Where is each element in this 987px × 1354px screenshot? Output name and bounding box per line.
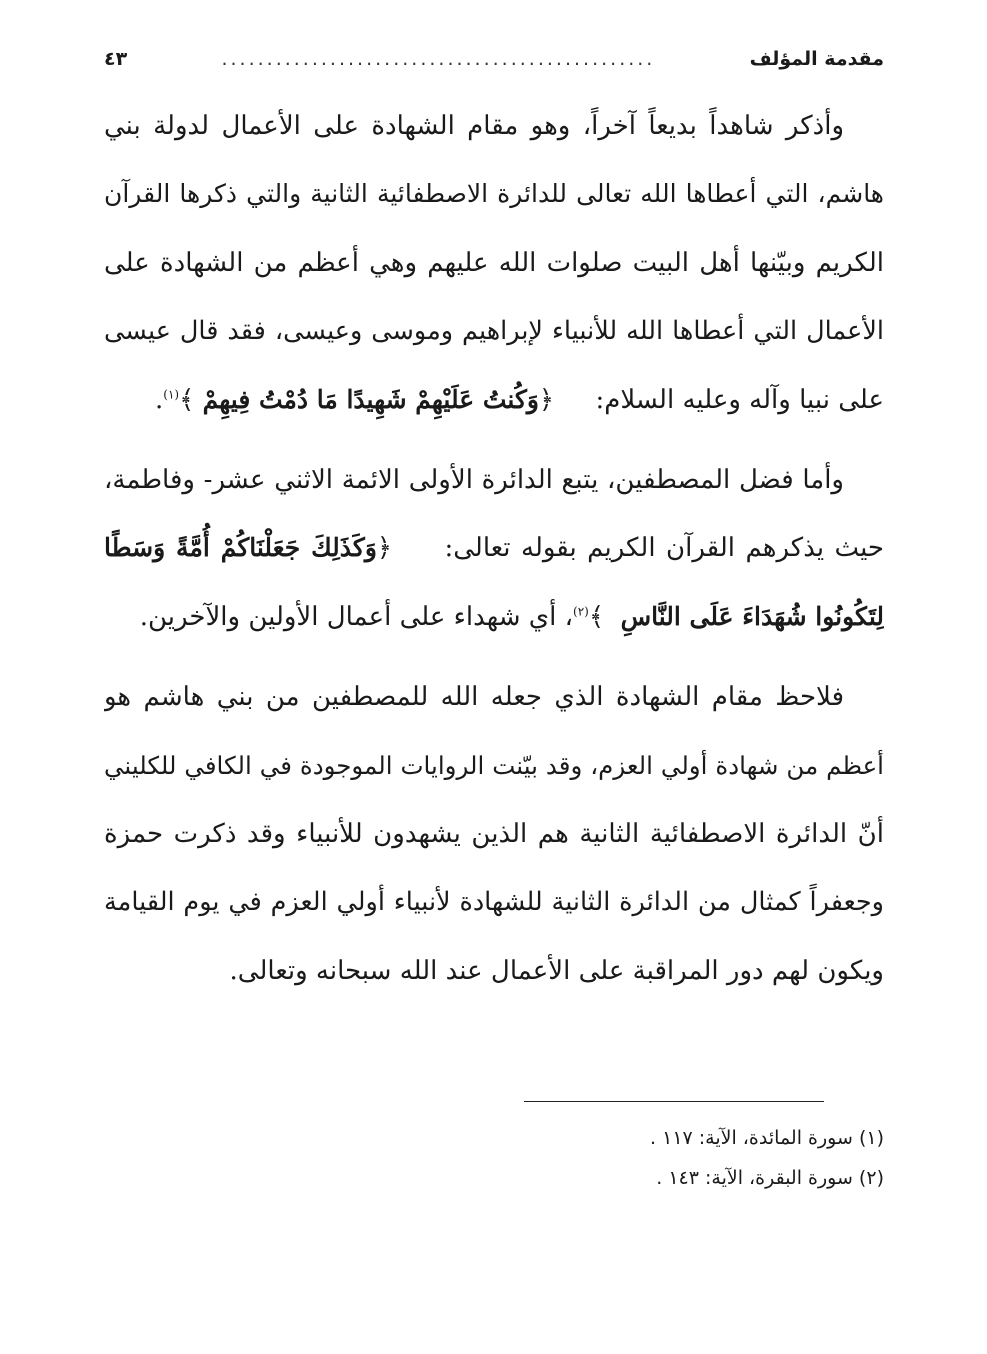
text-line: الكريم وبيّنها أهل البيت صلوات الله عليهم وهي أعظم من الشهادة على xyxy=(104,247,884,278)
quran-citation-line xyxy=(104,583,884,651)
text-run: حيث يذكرهم القرآن الكريم بقوله تعالى: xyxy=(444,533,884,564)
footnote-marker[interactable]: (١) xyxy=(163,386,180,401)
quran-verse: وَكَذَلِكَ جَعَلْنَاكُمْ أُمَّةً وَسَطًا xyxy=(104,533,377,563)
text-line: وأذكر شاهداً بديعاً آخراً، وهو مقام الشهادة على الأعمال لدولة بني xyxy=(104,111,844,141)
footnote-2: (٢) سورة البقرة، الآية: ١٤٣ . xyxy=(656,1167,884,1189)
quran-verse: وَكُنتُ عَلَيْهِمْ شَهِيدًا مَا دُمْتُ فِيهِمْ xyxy=(202,384,539,414)
page-number: ٤٣ xyxy=(104,48,128,70)
chapter-title: مقدمة المؤلف xyxy=(749,48,884,70)
text-line: هاشم، التي أعطاها الله تعالى للدائرة الاصطفائية الثانية والتي ذكرها القرآن xyxy=(104,179,884,209)
paragraph-gap xyxy=(104,651,884,663)
quran-close-brace: ﴾ xyxy=(179,384,195,415)
text-line: وجعفراً كمثال من الدائرة الثانية للشهادة لأنبياء أولي العزم في يوم القيامة xyxy=(104,887,884,918)
leader-dots: ................................................ xyxy=(221,48,656,70)
text-line: الأعمال التي أعطاها الله للأنبياء لإبراهيم وموسى وعيسى، فقد قال عيسى xyxy=(104,316,884,347)
quran-citation-line xyxy=(104,514,884,582)
text-run: ، أي شهداء على أعمال الأولين والآخرين. xyxy=(139,601,574,632)
quran-open-brace: ﴿ xyxy=(376,533,393,564)
running-header xyxy=(104,48,884,78)
text-line: فلاحظ مقام الشهادة الذي جعله الله للمصطفين من بني هاشم هو xyxy=(104,682,844,713)
quran-close-brace: ﴾ xyxy=(588,601,605,632)
quran-open-brace: ﴿ xyxy=(538,384,555,415)
footnotes xyxy=(104,1118,884,1198)
footnote-marker[interactable]: (٢) xyxy=(573,604,589,619)
body-text xyxy=(104,92,884,1005)
text-line: ويكون لهم دور المراقبة على الأعمال عند الله سبحانه وتعالى. xyxy=(229,955,884,986)
quran-citation-line xyxy=(104,366,884,434)
text-line: وأما فضل المصطفين، يتبع الدائرة الأولى الائمة الاثني عشر- وفاطمة، xyxy=(104,464,844,495)
footnote-1: (١) سورة المائدة، الآية: ١١٧ . xyxy=(650,1127,884,1149)
text-run: على نبيا وآله وعليه السلام: xyxy=(595,384,884,415)
text-line: أنّ الدائرة الاصطفائية الثانية هم الذين يشهدون للأنبياء وقد ذكرت حمزة xyxy=(104,818,884,849)
text-run: . xyxy=(155,384,164,415)
text-line: أعظم من شهادة أولي العزم، وقد بيّنت الروايات الموجودة في الكافي للكليني xyxy=(104,750,884,780)
footnote-separator xyxy=(524,1101,824,1102)
paragraph-gap xyxy=(104,434,884,446)
quran-verse: لِتَكُونُوا شُهَدَاءَ عَلَى النَّاسِ xyxy=(620,601,884,631)
